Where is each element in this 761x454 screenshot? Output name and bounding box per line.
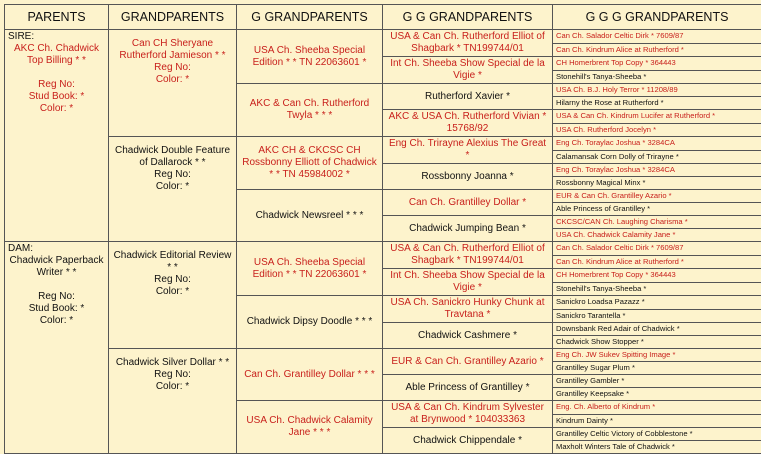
dam-cell bbox=[5, 242, 109, 454]
ggg-grandparent-cell: Eng Ch. JW Sukev Spitting Image * bbox=[553, 349, 761, 362]
ggg-grandparent-cell: Can Ch. Salador Celtic Dirk * 7609/87 bbox=[553, 30, 761, 44]
ggg-grandparent-cell: Can Ch. Kindrum Alice at Rutherford * bbox=[553, 43, 761, 57]
header-row bbox=[5, 5, 761, 30]
g-grandparent-cell: USA Ch. Sheeba Special Edition * * TN 22063601 * bbox=[237, 242, 383, 296]
gg-grandparent-cell: Int Ch. Sheeba Show Special de la Vigie * bbox=[383, 57, 553, 84]
grandparent-cell: Chadwick Double Feature of Dallarock * * Reg No: Color: * bbox=[109, 137, 237, 242]
sire-reg: Reg No: bbox=[8, 79, 105, 91]
ggg-grandparent-cell: Stonehill's Tanya-Sheeba * bbox=[553, 70, 761, 84]
ggg-grandparent-cell: CH Homerbrent Top Copy * 364443 bbox=[553, 269, 761, 283]
header-gg-grandparents: G G GRANDPARENTS bbox=[383, 5, 553, 30]
ggg-grandparent-cell: Sanickro Loadsa Pazazz * bbox=[553, 296, 761, 310]
grandparent-cell: Can CH Sheryane Rutherford Jamieson * * Reg No: Color: * bbox=[109, 30, 237, 137]
ggg-grandparent-cell: Grantilley Celtic Victory of Cobblestone * bbox=[553, 428, 761, 441]
ggg-grandparent-cell: Eng. Ch. Alberto of Kindrum * bbox=[553, 401, 761, 415]
ggg-grandparent-cell: Chadwick Show Stopper * bbox=[553, 336, 761, 349]
ggg-grandparent-cell: CKCSC/CAN Ch. Laughing Charisma * bbox=[553, 216, 761, 229]
gg-grandparent-cell: Chadwick Cashmere * bbox=[383, 323, 553, 349]
gg-grandparent-cell: USA & Can Ch. Rutherford Elliot of Shagbark * TN199744/01 bbox=[383, 242, 553, 269]
gg-grandparent-cell: EUR & Can Ch. Grantilley Azario * bbox=[383, 349, 553, 375]
g-grandparent-cell: AKC CH & CKCSC CH Rossbonny Elliott of Chadwick * * TN 45984002 * bbox=[237, 137, 383, 190]
gg-grandparent-cell: USA Ch. Sanickro Hunky Chunk at Travtana * bbox=[383, 296, 553, 323]
ggg-grandparent-cell: EUR & Can Ch. Grantilley Azario * bbox=[553, 190, 761, 203]
sire-label: SIRE: bbox=[8, 31, 105, 43]
gg-grandparent-cell: Rossbonny Joanna * bbox=[383, 164, 553, 190]
ggg-grandparent-cell: Calamansak Corn Dolly of Trirayne * bbox=[553, 150, 761, 164]
gg-grandparent-cell: AKC & USA Ch. Rutherford Vivian * 15768/92 bbox=[383, 110, 553, 137]
gg-grandparent-cell: Chadwick Jumping Bean * bbox=[383, 216, 553, 242]
ggg-grandparent-cell: Eng Ch. Toraylac Joshua * 3284CA bbox=[553, 137, 761, 151]
ggg-grandparent-cell: Grantilley Gambler * bbox=[553, 375, 761, 388]
ggg-grandparent-cell: Can Ch. Salador Celtic Dirk * 7609/87 bbox=[553, 242, 761, 256]
dam-color: Color: * bbox=[8, 315, 105, 327]
ggg-grandparent-cell: Can Ch. Kindrum Alice at Rutherford * bbox=[553, 255, 761, 269]
ggg-grandparent-cell: Rossbonny Magical Minx * bbox=[553, 177, 761, 190]
gg-grandparent-cell: USA & Can Ch. Rutherford Elliot of Shagbark * TN199744/01 bbox=[383, 30, 553, 57]
header-g-grandparents: G GRANDPARENTS bbox=[237, 5, 383, 30]
ggg-grandparent-cell: Able Princess of Grantilley * bbox=[553, 203, 761, 216]
header-parents: PARENTS bbox=[5, 5, 109, 30]
header-ggg-grandparents: G G G GRANDPARENTS bbox=[553, 5, 761, 30]
ggg-grandparent-cell: Stonehill's Tanya-Sheeba * bbox=[553, 282, 761, 296]
ggg-grandparent-cell: Maxholt Winters Tale of Chadwick * bbox=[553, 441, 761, 454]
gg-grandparent-cell: Eng Ch. Trirayne Alexius The Great * bbox=[383, 137, 553, 164]
g-grandparent-cell: USA Ch. Sheeba Special Edition * * TN 22063601 * bbox=[237, 30, 383, 84]
grandparent-cell: Chadwick Silver Dollar * * Reg No: Color: * bbox=[109, 349, 237, 454]
header-grandparents: GRANDPARENTS bbox=[109, 5, 237, 30]
dam-name: Chadwick Paperback Writer * * bbox=[8, 255, 105, 279]
g-grandparent-cell: Chadwick Dipsy Doodle * * * bbox=[237, 296, 383, 349]
g-grandparent-cell: Can Ch. Grantilley Dollar * * * bbox=[237, 349, 383, 401]
ggg-grandparent-cell: Downsbank Red Adair of Chadwick * bbox=[553, 323, 761, 336]
ggg-grandparent-cell: USA Ch. Chadwick Calamity Jane * bbox=[553, 229, 761, 242]
gg-grandparent-cell: Chadwick Chippendale * bbox=[383, 428, 553, 454]
grandparent-cell: Chadwick Editorial Review * * Reg No: Color: * bbox=[109, 242, 237, 349]
gg-grandparent-cell: Able Princess of Grantilley * bbox=[383, 375, 553, 401]
ggg-grandparent-cell: Eng Ch. Toraylac Joshua * 3284CA bbox=[553, 164, 761, 177]
ggg-grandparent-cell: Grantilley Keepsake * bbox=[553, 388, 761, 401]
ggg-grandparent-cell: Sanickro Tarantella * bbox=[553, 309, 761, 323]
gg-grandparent-cell: Int Ch. Sheeba Show Special de la Vigie * bbox=[383, 269, 553, 296]
ggg-grandparent-cell: Hilarny the Rose at Rutherford * bbox=[553, 97, 761, 110]
sire-name: AKC Ch. Chadwick Top Billing * * bbox=[8, 43, 105, 67]
dam-stud: Stud Book: * bbox=[8, 303, 105, 315]
gg-grandparent-cell: Can Ch. Grantilley Dollar * bbox=[383, 190, 553, 216]
gg-grandparent-cell: Rutherford Xavier * bbox=[383, 84, 553, 110]
g-grandparent-cell: Chadwick Newsreel * * * bbox=[237, 190, 383, 242]
sire-stud: Stud Book: * bbox=[8, 91, 105, 103]
ggg-grandparent-cell: USA Ch. B.J. Holy Terror * 11208/89 bbox=[553, 84, 761, 97]
sire-cell bbox=[5, 30, 109, 242]
sire-color: Color: * bbox=[8, 103, 105, 115]
dam-reg: Reg No: bbox=[8, 291, 105, 303]
g-grandparent-cell: AKC & Can Ch. Rutherford Twyla * * * bbox=[237, 84, 383, 137]
ggg-grandparent-cell: CH Homerbrent Top Copy * 364443 bbox=[553, 57, 761, 71]
dam-label: DAM: bbox=[8, 243, 105, 255]
ggg-grandparent-cell: Grantilley Sugar Plum * bbox=[553, 362, 761, 375]
gg-grandparent-cell: USA & Can Ch. Kindrum Sylvester at Brynwood * 104033363 bbox=[383, 401, 553, 428]
pedigree-table bbox=[4, 4, 761, 454]
g-grandparent-cell: USA Ch. Chadwick Calamity Jane * * * bbox=[237, 401, 383, 454]
ggg-grandparent-cell: Kindrum Dainty * bbox=[553, 414, 761, 428]
ggg-grandparent-cell: USA & Can Ch. Kindrum Lucifer at Rutherford * bbox=[553, 110, 761, 124]
ggg-grandparent-cell: USA Ch. Rutherford Jocelyn * bbox=[553, 123, 761, 137]
